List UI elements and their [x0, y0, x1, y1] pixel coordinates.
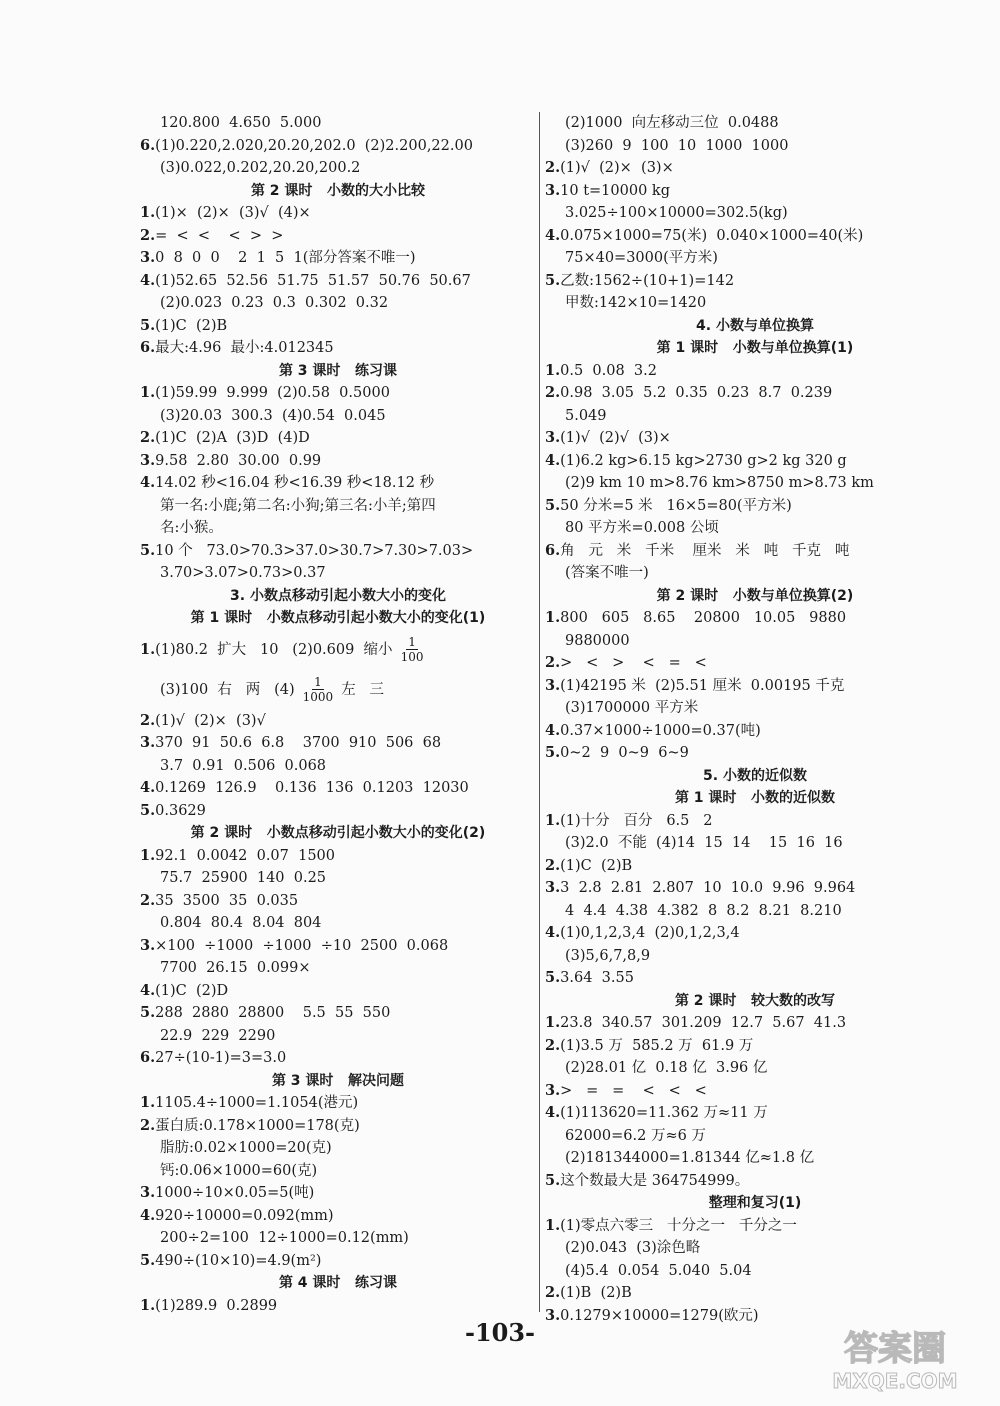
answer-text: 3.64 3.55: [560, 970, 634, 986]
answer-text: (1)3.5 万 585.2 万 61.9 万: [560, 1037, 754, 1054]
answer-text: (1)√ (2)√ (3)×: [560, 430, 671, 446]
answer-text: (1)C (2)D: [155, 982, 229, 999]
answer-text: 27÷(10-1)=3=3.0: [155, 1050, 287, 1066]
section-heading: 第 3 课时 练习课: [278, 362, 398, 379]
answer-continuation: [545, 292, 965, 315]
section-heading: 第 2 课时 小数点移动引起小数大小的变化(2): [190, 825, 486, 841]
answer-text: 35 3500 35 0.035: [155, 892, 299, 909]
answer-text: 0~2 9 0~9 6~9: [560, 745, 689, 761]
question-number: 2.: [545, 1036, 561, 1054]
answer-line: [545, 675, 965, 698]
question-number: 4.: [140, 271, 156, 289]
answer-line: [545, 270, 965, 293]
section-heading: 第 1 课时 小数点移动引起小数大小的变化(1): [190, 610, 486, 626]
question-number: 3.: [140, 734, 156, 751]
answer-text: (1)289.9 0.2899: [155, 1297, 278, 1314]
answer-text: 3.7 0.91 0.506 0.068: [160, 757, 327, 774]
answer-continuation: [140, 1227, 536, 1250]
question-number: 4.: [545, 924, 561, 941]
question-number: 2.: [140, 429, 156, 446]
answer-text: 62000=6.2 万≈6 万: [565, 1127, 706, 1144]
answer-text: (3)1700000 平方米: [565, 700, 699, 716]
question-number: 1.: [545, 811, 561, 829]
answer-line: [140, 1002, 536, 1025]
answer-text: (3)5,6,7,8,9: [565, 947, 651, 964]
answer-line: [140, 315, 536, 338]
question-number: 3.: [545, 429, 561, 446]
left-column: [140, 112, 536, 1317]
question-number: 5.: [545, 969, 561, 986]
answer-line: [140, 845, 536, 868]
answer-line: [545, 1080, 965, 1103]
answer-text: 75.7 25900 140 0.25: [160, 870, 327, 886]
answer-text: (1)B (2)B: [560, 1285, 632, 1301]
answer-text: 0.1269 126.9 0.136 136 0.1203 12030: [155, 780, 469, 796]
answer-text: 200÷2=100 12÷1000=0.12(mm): [160, 1230, 409, 1246]
question-number: 3.: [545, 879, 561, 896]
watermark-line2: MXQE.COM: [832, 1369, 958, 1393]
answer-continuation: [545, 1237, 965, 1260]
answer-line: [545, 652, 965, 675]
answer-line: [545, 540, 965, 563]
answer-line: [140, 540, 536, 563]
answer-continuation: [140, 957, 536, 980]
question-number: 3.: [140, 1184, 156, 1201]
answer-text: 3.70>3.07>0.73>0.37: [160, 565, 326, 581]
fraction: [301, 675, 336, 704]
answer-line: [140, 472, 536, 495]
question-number: 1.: [545, 361, 561, 379]
answer-text: 50 分米=5 米 16×5=80(平方米): [560, 497, 792, 514]
answer-line: [545, 607, 965, 630]
answer-line: [545, 157, 965, 180]
answer-text: 10 个 73.0>70.3>37.0>30.7>7.30>7.03>: [155, 542, 474, 559]
question-number: 6.: [140, 1049, 156, 1066]
answer-line: [545, 1102, 965, 1125]
answer-text: (1)52.65 52.56 51.75 51.57 50.76 50.67: [155, 272, 471, 289]
answer-continuation: [545, 562, 965, 585]
answer-text: (3)100 右 两 (4): [160, 681, 295, 698]
question-number: 5.: [545, 496, 561, 514]
answer-text: (1)C (2)B: [560, 857, 633, 874]
question-number: 2.: [545, 384, 561, 401]
section-heading: 第 2 课时 较大数的改写: [674, 992, 836, 1009]
answer-text: (3)20.03 300.3 (4)0.54 0.045: [160, 407, 386, 424]
answer-text: 92.1 0.0042 0.07 1500: [155, 847, 336, 864]
answer-line: [545, 720, 965, 743]
answer-continuation: [545, 472, 965, 495]
answer-line: [140, 732, 536, 755]
question-number: 1.: [140, 1296, 156, 1314]
answer-continuation: [140, 292, 536, 315]
answer-line: [545, 922, 965, 945]
answer-continuation: [140, 670, 536, 710]
answer-continuation: [140, 1137, 536, 1160]
answer-line: [140, 202, 536, 225]
answer-line: [545, 1215, 965, 1238]
answer-continuation: [140, 755, 536, 778]
answer-text: 甲数:142×10=1420: [565, 295, 707, 311]
question-number: 2.: [140, 1116, 156, 1134]
answer-line: [545, 1170, 965, 1193]
question-number: 2.: [545, 654, 561, 671]
answer-text: 最大:4.96 最小:4.012345: [155, 340, 334, 356]
question-number: 6.: [140, 136, 156, 154]
answer-text: 钙:0.06×1000=60(克): [160, 1162, 318, 1179]
answer-continuation: [545, 405, 965, 428]
answer-text: 0.37×1000÷1000=0.37(吨): [560, 722, 761, 739]
answer-line: [545, 877, 965, 900]
section-heading: 5. 小数的近似数: [703, 767, 807, 784]
answer-line: [140, 135, 536, 158]
question-number: 5.: [545, 744, 561, 761]
answer-text: 120.800 4.650 5.000: [160, 115, 322, 131]
question-number: 6.: [140, 339, 156, 356]
answer-text: 3 2.8 2.81 2.807 10 10.0 9.96 9.964: [560, 880, 856, 896]
answer-text: 75×40=3000(平方米): [565, 250, 718, 266]
answer-text: 288 2880 28800 5.5 55 550: [155, 1005, 391, 1021]
answer-text: > = = < < <: [560, 1082, 707, 1099]
question-number: 4.: [545, 1104, 561, 1121]
answer-text: 14.02 秒<16.04 秒<16.39 秒<18.12 秒: [155, 475, 435, 491]
answer-text: (1)C (2)A (3)D (4)D: [155, 430, 310, 446]
answer-text: 7700 26.15 0.099×: [160, 960, 311, 976]
answer-text: 920÷10000=0.092(mm): [155, 1207, 334, 1224]
answer-line: [140, 270, 536, 293]
answer-text: 乙数:1562÷(10+1)=142: [560, 272, 735, 289]
section-heading: 3. 小数点移动引起小数大小的变化: [230, 587, 446, 604]
question-number: 3.: [140, 249, 156, 266]
answer-text: 0 8 0 0 2 1 5 1(部分答案不唯一): [155, 250, 416, 266]
section-heading: 第 2 课时 小数与单位换算(2): [656, 587, 854, 604]
question-number: 1.: [140, 1094, 156, 1111]
answer-text: 0.075×1000=75(米) 0.040×1000=40(米): [560, 227, 864, 244]
answer-text: 0.5 0.08 3.2: [560, 362, 657, 379]
answer-text: (4)5.4 0.054 5.040 5.04: [565, 1262, 752, 1279]
watermark-logo: [800, 1318, 990, 1396]
answer-text: 1105.4÷1000=1.1054(港元): [155, 1095, 359, 1111]
answer-continuation: [545, 697, 965, 720]
answer-text: (2)181344000=1.81344 亿≈1.8 亿: [565, 1150, 815, 1166]
question-number: 5.: [140, 1004, 156, 1021]
answer-text: (3)0.022,0.202,20.20,200.2: [160, 160, 361, 176]
answer-text: 22.9 229 2290: [160, 1027, 276, 1044]
question-number: 3.: [140, 451, 156, 469]
answer-text: 5.049: [565, 407, 607, 424]
answer-text: (1)113620=11.362 万≈11 万: [560, 1105, 768, 1121]
answer-text: 80 平方米=0.008 公顷: [565, 520, 719, 536]
answer-line: [140, 1047, 536, 1070]
answer-line: [545, 225, 965, 248]
question-number: 2.: [545, 856, 561, 874]
answer-line: [545, 810, 965, 833]
answer-line: [545, 1282, 965, 1305]
answer-line: [140, 1205, 536, 1228]
answer-line: [140, 1250, 536, 1273]
answer-line: [140, 1295, 536, 1318]
answer-text: (2)9 km 10 m>8.76 km>8750 m>8.73 km: [565, 475, 874, 491]
page-number: -103-: [464, 1318, 536, 1347]
answer-text: 0.98 3.05 5.2 0.35 0.23 8.7 0.239: [560, 385, 833, 401]
question-number: 1.: [545, 609, 561, 626]
answer-line: [545, 1012, 965, 1035]
answer-continuation: [545, 247, 965, 270]
question-number: 4.: [545, 226, 561, 244]
question-number: 5.: [140, 316, 156, 334]
answer-text: 角 元 米 千米 厘米 米 吨 千克 吨: [560, 542, 850, 559]
section-heading: 第 2 课时 小数的大小比较: [250, 182, 426, 199]
answer-continuation: [545, 945, 965, 968]
answer-continuation: [140, 495, 536, 518]
answer-text: 名:小猴。: [160, 520, 223, 536]
question-number: 3.: [545, 1306, 561, 1324]
question-number: 4.: [545, 451, 561, 469]
question-number: 2.: [545, 1284, 561, 1301]
question-number: 4.: [140, 474, 156, 491]
question-number: 2.: [545, 159, 561, 176]
answer-text: 0.1279×10000=1279(欧元): [560, 1307, 759, 1324]
answer-line: [140, 890, 536, 913]
answer-continuation: [545, 1260, 965, 1283]
answer-continuation: [140, 1160, 536, 1183]
answer-text: (答案不唯一): [565, 565, 649, 581]
answer-continuation: [140, 562, 536, 585]
fraction: [399, 635, 426, 664]
question-number: 1.: [545, 1014, 561, 1031]
answer-continuation: [545, 630, 965, 653]
answer-text: (1)0.220,2.020,20.20,202.0 (2)2.200,22.00: [155, 137, 473, 154]
answer-line: [545, 1035, 965, 1058]
answer-text: (1)59.99 9.999 (2)0.58 0.5000: [155, 385, 390, 401]
answer-continuation: [140, 517, 536, 540]
answer-line: [545, 967, 965, 990]
answer-line: [140, 225, 536, 248]
question-number: 1.: [140, 204, 156, 221]
answer-line: [545, 180, 965, 203]
answer-text-after: 左 三: [341, 681, 385, 698]
answer-continuation: [545, 832, 965, 855]
question-number: 3.: [545, 1081, 561, 1099]
question-number: 4.: [140, 981, 156, 999]
answer-continuation: [140, 405, 536, 428]
answer-text: 10 t=10000 kg: [560, 182, 670, 199]
answer-text: (2)0.023 0.23 0.3 0.302 0.32: [160, 295, 389, 311]
fraction-numerator: 1: [408, 635, 416, 649]
question-number: 5.: [545, 271, 561, 289]
answer-continuation: [140, 1025, 536, 1048]
section-heading: 第 1 课时 小数与单位换算(1): [656, 340, 854, 356]
answer-line: [140, 710, 536, 733]
answer-line: [140, 247, 536, 270]
answer-text: 1000÷10×0.05=5(吨): [155, 1185, 315, 1201]
answer-text: 这个数最大是 364754999。: [560, 1172, 750, 1189]
section-heading: 第 1 课时 小数的近似数: [674, 790, 836, 806]
answer-text: (1)C (2)B: [155, 317, 228, 334]
answer-line: [545, 742, 965, 765]
answer-text: 3.025÷100×10000=302.5(kg): [565, 205, 788, 221]
section-heading: 4. 小数与单位换算: [696, 317, 814, 334]
answer-text: (1)42195 米 (2)5.51 厘米 0.00195 千克: [560, 677, 845, 694]
question-number: 3.: [545, 676, 561, 694]
answer-text: 9880000: [565, 632, 630, 649]
answer-line: [140, 777, 536, 800]
right-column: [545, 112, 965, 1327]
section-heading: 整理和复习(1): [708, 1195, 802, 1211]
question-number: 1.: [545, 1216, 561, 1234]
answer-text: ×100 ÷1000 ÷1000 ÷10 2500 0.068: [155, 937, 449, 954]
answer-text: (3)2.0 不能 (4)14 15 14 15 16 16: [565, 835, 843, 851]
answer-text: 23.8 340.57 301.209 12.7 5.67 41.3: [560, 1015, 847, 1031]
answer-text: 490÷(10×10)=4.9(m²): [155, 1252, 322, 1269]
answer-continuation: [545, 202, 965, 225]
answer-text: 0.804 80.4 8.04 804: [160, 915, 322, 931]
column-divider: [539, 112, 540, 1312]
answer-text: (1)6.2 kg>6.15 kg>2730 g>2 kg 320 g: [560, 452, 847, 469]
section-heading: 第 4 课时 练习课: [278, 1275, 398, 1291]
answer-text: > < > < = <: [560, 655, 707, 671]
answer-line: [140, 382, 536, 405]
answer-text: (1)√ (2)× (3)×: [560, 160, 674, 176]
answer-text: 蛋白质:0.178×1000=178(克): [155, 1117, 360, 1134]
answer-text: 0.3629: [155, 802, 206, 819]
fraction-denominator: 100: [400, 650, 424, 664]
answer-text: (1)× (2)× (3)√ (4)×: [155, 205, 311, 221]
fraction-numerator: 1: [314, 675, 322, 689]
fraction-denominator: 1000: [302, 690, 334, 704]
question-number: 6.: [545, 541, 561, 559]
question-number: 5.: [140, 801, 156, 819]
answer-line: [140, 800, 536, 823]
answer-line: [545, 450, 965, 473]
answer-continuation: [545, 1147, 965, 1170]
question-number: 4.: [140, 779, 156, 796]
answer-continuation: [545, 112, 965, 135]
answer-text: = < < < > >: [155, 227, 284, 244]
answer-text: (1)十分 百分 6.5 2: [560, 812, 713, 829]
answer-line: [140, 337, 536, 360]
answer-line: [545, 382, 965, 405]
answer-continuation: [545, 900, 965, 923]
answer-text: (2)0.043 (3)涂色略: [565, 1240, 701, 1256]
answer-continuation: [140, 867, 536, 890]
answer-text: 9.58 2.80 30.00 0.99: [155, 452, 322, 469]
question-number: 2.: [140, 226, 156, 244]
answer-continuation: [140, 912, 536, 935]
answer-text: (1)√ (2)× (3)√: [155, 712, 266, 729]
question-number: 2.: [140, 711, 156, 729]
answer-text: 4 4.4 4.38 4.382 8 8.2 8.21 8.210: [565, 902, 842, 919]
answer-text: (1)80.2 扩大 10 (2)0.609 缩小: [155, 641, 393, 658]
answer-text: 脂肪:0.02×1000=20(克): [160, 1140, 332, 1156]
answer-line: [545, 360, 965, 383]
question-number: 1.: [140, 640, 156, 658]
answer-text: (1)零点六零三 十分之一 千分之一: [560, 1217, 797, 1234]
answer-text: 800 605 8.65 20800 10.05 9880: [560, 610, 847, 626]
answer-line: [140, 1182, 536, 1205]
answer-line: [140, 427, 536, 450]
answer-continuation: [545, 135, 965, 158]
question-number: 5.: [140, 541, 156, 559]
answer-line: [545, 855, 965, 878]
question-number: 2.: [140, 891, 156, 909]
answer-continuation: [545, 1057, 965, 1080]
question-number: 5.: [545, 1171, 561, 1189]
answer-text: 370 91 50.6 6.8 3700 910 506 68: [155, 735, 442, 751]
answer-continuation: [545, 517, 965, 540]
answer-text: 第一名:小鹿;第二名:小狗;第三名:小羊;第四: [160, 497, 436, 514]
answer-line: [140, 1115, 536, 1138]
answer-line: [140, 1092, 536, 1115]
answer-line: [140, 980, 536, 1003]
question-number: 3.: [545, 181, 561, 199]
answer-continuation: [140, 112, 536, 135]
answer-continuation: [140, 157, 536, 180]
question-number: 1.: [140, 384, 156, 401]
section-heading: 第 3 课时 解决问题: [271, 1072, 405, 1089]
answer-line: [545, 495, 965, 518]
watermark-line1: 答案圈: [844, 1329, 946, 1369]
answer-continuation: [545, 1125, 965, 1148]
question-number: 3.: [140, 936, 156, 954]
answer-text: (1)0,1,2,3,4 (2)0,1,2,3,4: [560, 925, 740, 941]
answer-line: [545, 427, 965, 450]
question-number: 4.: [545, 721, 561, 739]
answer-line: [140, 450, 536, 473]
question-number: 4.: [140, 1206, 156, 1224]
answer-text: (2)28.01 亿 0.18 亿 3.96 亿: [565, 1060, 768, 1076]
answer-line: [140, 935, 536, 958]
answer-line: [140, 630, 536, 670]
question-number: 5.: [140, 1251, 156, 1269]
answer-text: (3)260 9 100 10 1000 1000: [565, 137, 789, 154]
answer-text: (2)1000 向左移动三位 0.0488: [565, 115, 779, 131]
question-number: 1.: [140, 846, 156, 864]
